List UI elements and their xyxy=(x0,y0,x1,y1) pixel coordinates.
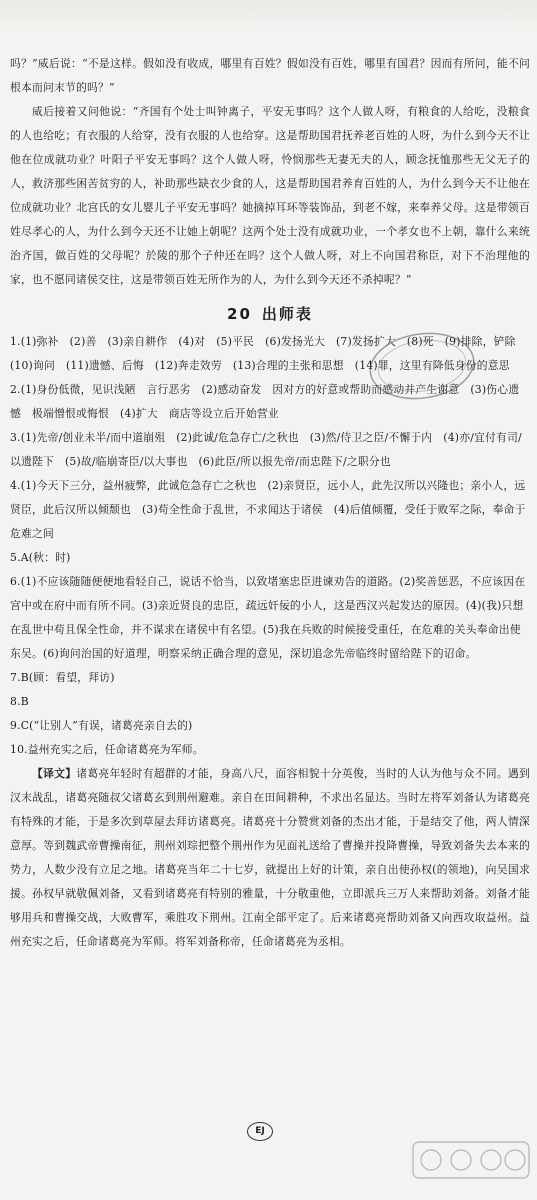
answer-9: 9.C(“让别人”有误，诸葛亮亲自去的) xyxy=(10,719,193,732)
intro-paragraph-2: 威后接着又问他说：“齐国有个处士叫钟离子，平安无事吗？这个人做人呀，有粮食的人给吃，没粮食的人也给吃；有衣服的人给穿，没有衣服的人也给穿。这是帮助国君抚养老百姓的人呀，为什么到今天不让他在位成就功业？叶阳子平安无事吗？这个人做人呀，怜悯那些无妻无夫的人，顾念抚恤那些无父无子的人，救济那些困苦贫穷的人，补助那些缺衣少食的人，这是帮助国君养育百姓的人，为什么到今天不让他在位成就功业？北宫氏的女儿婴儿子平安无事吗？她摘掉耳环等装饰品，到老不嫁，来奉养父母。这是带领百姓尽孝心的人，为什么到今天还不让她上朝呢？这两个处士没有成就功业，一个孝女也不上朝，靠什么来统治齐国，做百姓的父母呢？於陵的那个子仲还在吗？这个人做人呀，对上不向国君称臣，对下不治理他的家，也不愿同诸侯交往，这是带领百姓无所作为的人，为什么到今天还不杀掉呢？” xyxy=(10,105,530,286)
document-content xyxy=(10,52,530,954)
section-heading xyxy=(10,302,530,326)
answer-10: 10.益州充实之后，任命诸葛亮为军师。 xyxy=(10,743,204,756)
answer-3: 3.(1)先帝/创业未半/而中道崩殂 (2)此诚/危急存亡/之秋也 (3)然/侍卫之臣/不懈于内 (4)亦/宜付有司/以遗陛下 (5)故/临崩寄臣/以大事也 (6)此臣/所以报先帝/而忠陛下/之职分也 xyxy=(10,431,522,468)
publisher-stamp-icon xyxy=(363,323,482,410)
answer-7: 7.B(顾：看望，拜访) xyxy=(10,671,115,684)
page-top-edge xyxy=(0,0,537,30)
section-number: 20 xyxy=(227,305,252,323)
translation-label: 【译文】 xyxy=(32,767,77,780)
publisher-logo: EJ xyxy=(247,1122,273,1141)
site-watermark-icon xyxy=(411,1140,531,1196)
answer-1: 1.(1)弥补 (2)善 (3)亲自耕作 (4)对 (5)平民 (6)发扬光大 (7)发扬扩大 (8)死 (9)排除，铲除 (10)询问 (11)遗憾、后悔 (12)奔走效劳 (13)合理的主张和思想 (14)罪，这里有降低身份的意思 xyxy=(10,335,527,372)
section-title: 出师表 xyxy=(261,305,313,323)
answer-4: 4.(1)今天下三分，益州疲弊，此诚危急存亡之秋也 (2)亲贤臣，远小人，此先汉所以兴隆也；亲小人，远贤臣，此后汉所以倾颓也 (3)苟全性命于乱世，不求闻达于诸侯 (4)后值倾覆，受任于败军之际，奉命于危难之间 xyxy=(10,479,526,540)
translation-text: 诸葛亮年轻时有超群的才能，身高八尺，面容相貌十分英俊，当时的人认为他与众不同。遇到汉末战乱，诸葛亮随叔父诸葛玄到荆州避难。亲自在田间耕种，不求出名显达。当时左将军刘备认为诸葛亮有特殊的才能，于是多次到草屋去拜访诸葛亮。诸葛亮十分赞赏刘备的杰出才能，于是结交了他，两人情深意厚。等到魏武帝曹操南征，荆州刘琮把整个荆州作为见面礼送给了曹操并投降曹操，导致刘备失去本来的势力，人数少没有立足之地。诸葛亮当年二十七岁，就提出上好的计策，亲自出使孙权(的领地)，向吴国求援。孙权早就敬佩刘备，又看到诸葛亮有特别的雅量，十分敬重他，立即派兵三万人来帮助刘备。刘备才能够用兵和曹操交战，大败曹军，乘胜攻下荆州。江南全部平定了。后来诸葛亮帮助刘备又向西攻取益州。益州充实之后，任命诸葛亮为军师。将军刘备称帝，任命诸葛亮为丞相。 xyxy=(10,767,530,948)
intro-paragraph-1: 吗？”威后说：“不是这样。假如没有收成，哪里有百姓？假如没有百姓，哪里有国君？因而有所问，能不问根本而问末节的吗？” xyxy=(10,57,530,94)
answer-2: 2.(1)身份低微，见识浅陋 言行恶劣 (2)感动奋发 因对方的好意或帮助而感动并产生谢意 (3)伤心遗憾 极端憎恨或悔恨 (4)扩大 商店等设立后开始营业 xyxy=(10,383,520,420)
answer-8: 8.B xyxy=(10,695,29,708)
answer-6: 6.(1)不应该随随便便地看轻自己，说话不恰当，以致堵塞忠臣进谏劝告的道路。(2)奖善惩恶，不应该因在宫中或在府中而有所不同。(3)亲近贤良的忠臣，疏远奸佞的小人，这是西汉兴起发达的原因。(4)(我)只想在乱世中苟且保全性命，并不谋求在诸侯中有名望。(5)我在兵败的时候接受重任，在危难的关头奉命出使东吴。(6)询问治国的好道理，明察采纳正确合理的意见，深切追念先帝临终时留给陛下的诏命。 xyxy=(10,575,526,660)
translation-paragraph xyxy=(10,762,530,954)
answer-5: 5.A(秋：时) xyxy=(10,551,71,564)
